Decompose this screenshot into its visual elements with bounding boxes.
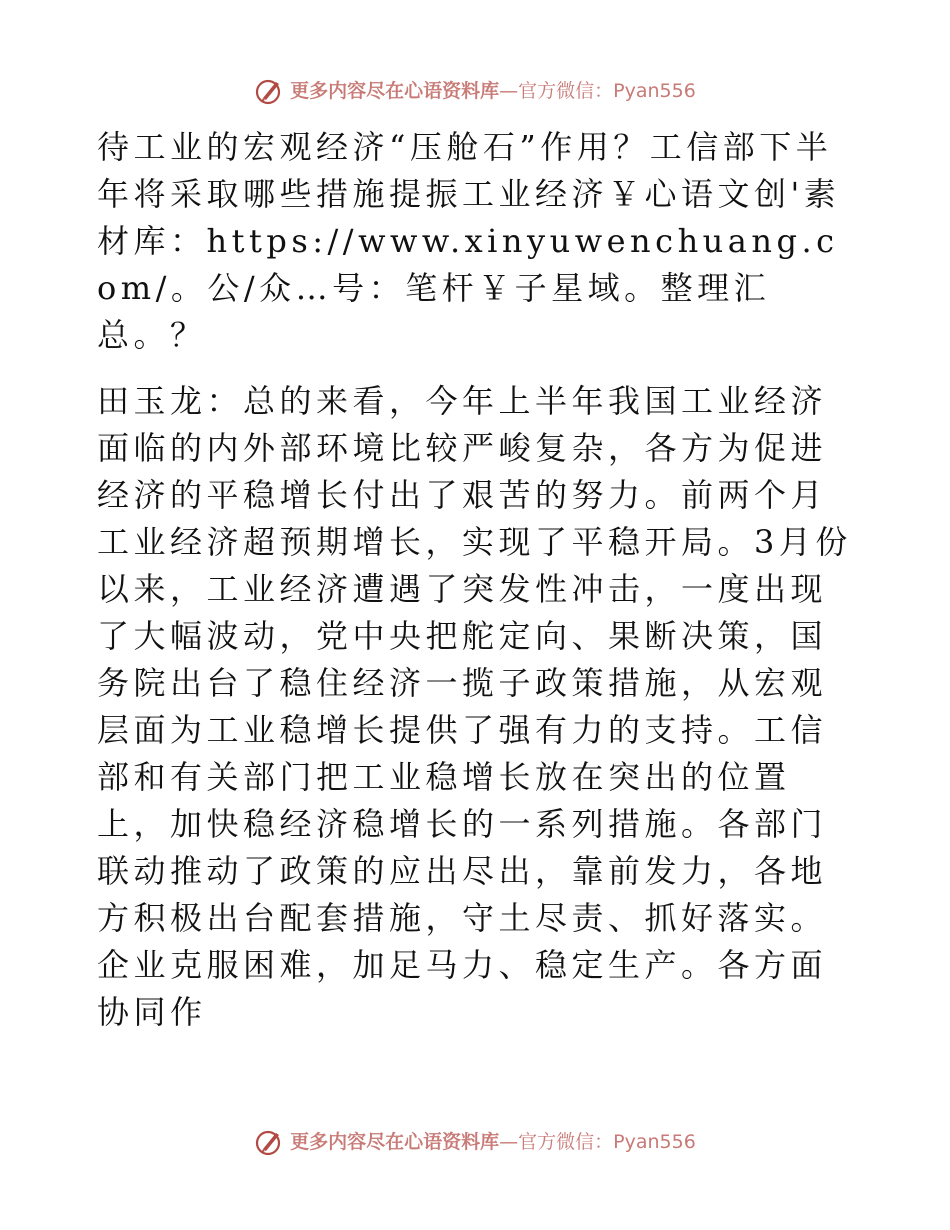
quill-pen-seal-icon <box>254 1127 284 1157</box>
watermark-main-text: 更多内容尽在心语资料库 <box>290 1131 500 1153</box>
watermark-contact: 官方微信：Pyan556 <box>518 1131 696 1153</box>
header-watermark <box>0 76 950 106</box>
watermark-separator: — <box>499 80 519 102</box>
watermark-main-text: 更多内容尽在心语资料库 <box>290 80 500 102</box>
quill-pen-seal-icon <box>254 76 284 106</box>
paragraph-answer: 田玉龙：总的来看，今年上半年我国工业经济面临的内外部环境比较严峻复杂，各方为促进经济的平稳增长付出了艰苦的努力。前两个月工业经济超预期增长，实现了平稳开局。3月份以来，工业经济遭遇了突发性冲击，一度出现了大幅波动，党中央把舵定向、果断决策，国务院出台了稳住经济一揽子政策措施，从宏观层面为工业稳增长提供了强有力的支持。工信部和有关部门把工业稳增长放在突出的位置上，加快稳经济稳增长的一系列措施。各部门联动推动了政策的应出尽出，靠前发力，各地方积极出台配套措施，守土尽责、抓好落实。企业克服困难，加足马力、稳定生产。各方面协同作 <box>97 382 852 1031</box>
watermark-contact: 官方微信：Pyan556 <box>518 80 696 102</box>
paragraph-question: 待工业的宏观经济“压舱石”作用？工信部下半年将采取哪些措施提振工业经济￥心语文创'素材库：https://www.xinyuwenchuang.com/。公/众…号：笔杆￥子星域。整理汇总。？ <box>97 128 841 354</box>
watermark-separator: — <box>499 1131 519 1153</box>
document-body <box>97 124 857 1036</box>
footer-watermark <box>0 1127 950 1157</box>
